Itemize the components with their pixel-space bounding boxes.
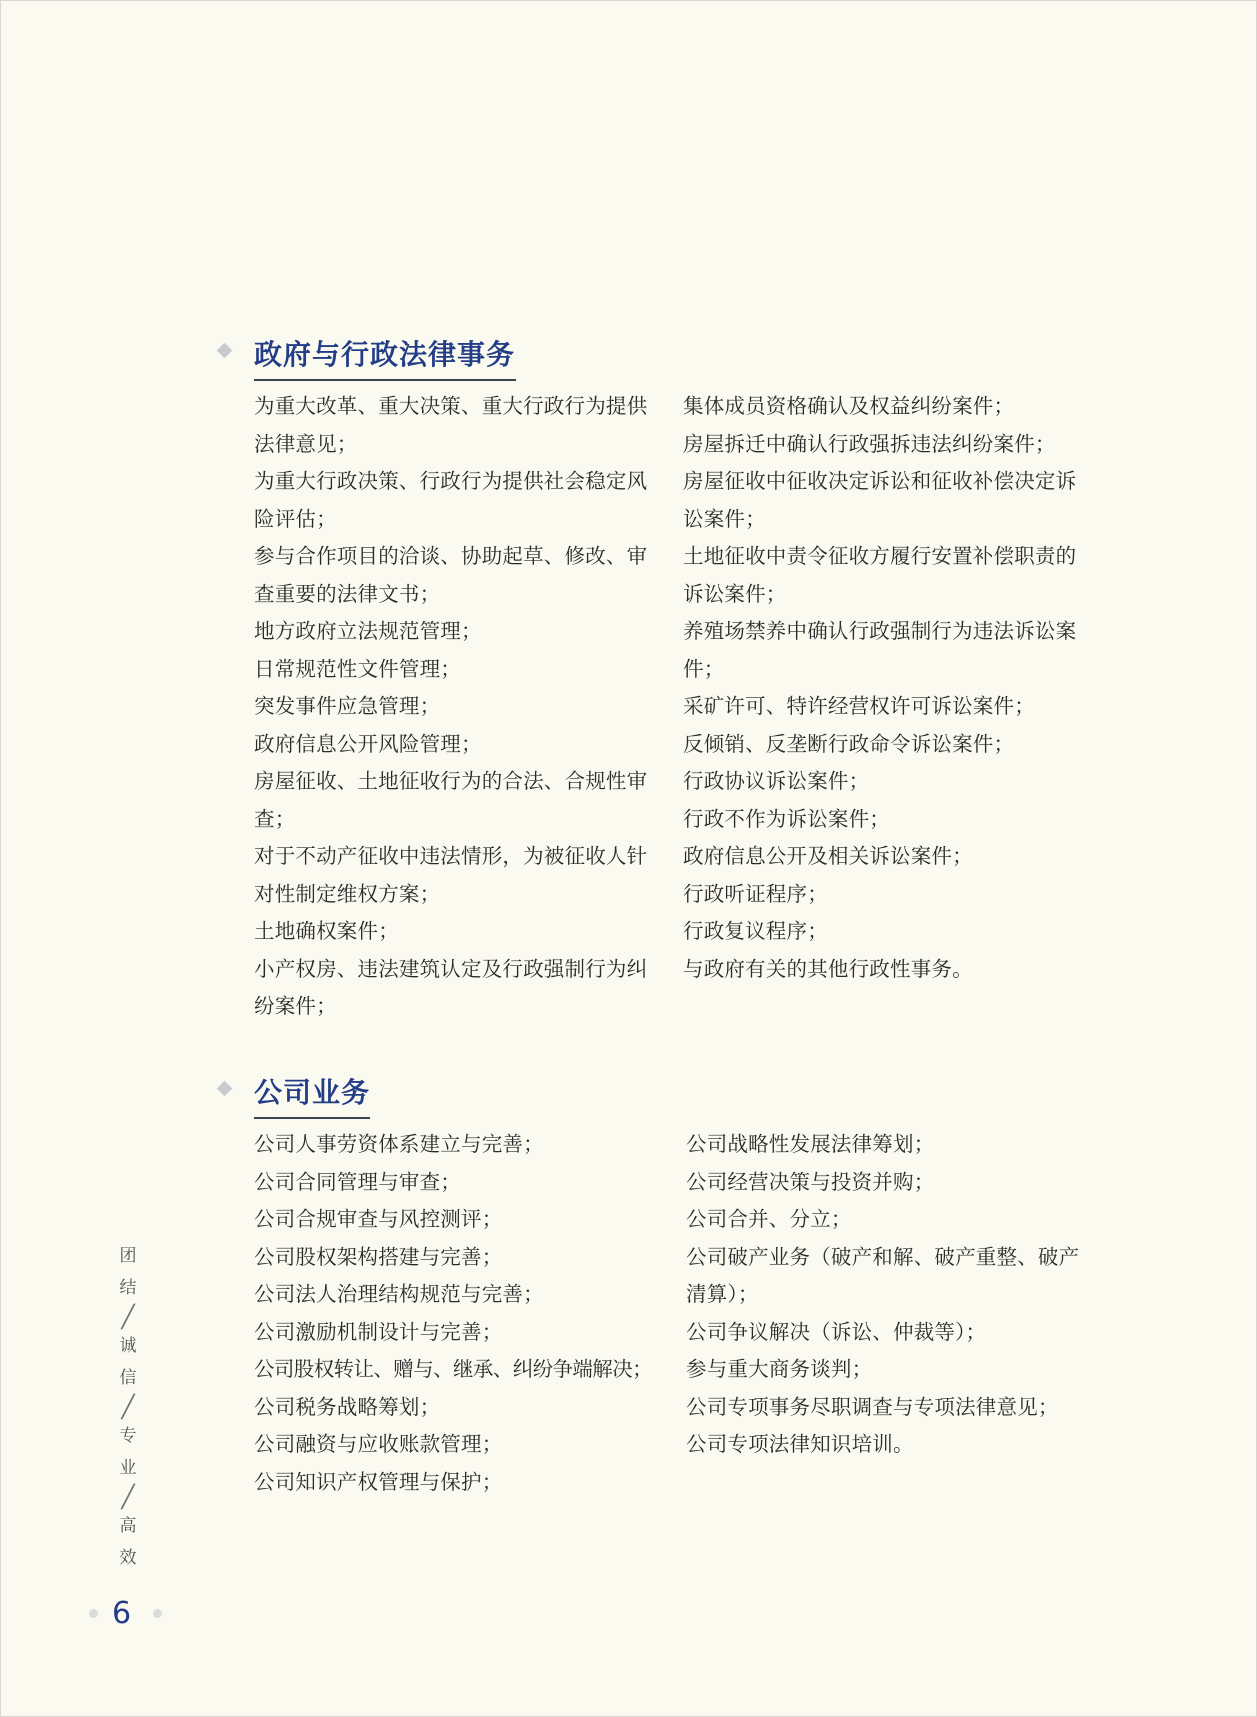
list-item: 采矿许可、特许经营权许可诉讼案件；: [683, 694, 1035, 718]
title-underline: [254, 1117, 370, 1119]
decorative-dot-icon: [153, 1609, 162, 1618]
list-item: 公司知识产权管理与保护；: [254, 1469, 503, 1494]
list-item: 公司人事劳资体系建立与完善；: [254, 1132, 544, 1156]
list-item: 公司激励机制设计与完善；: [254, 1319, 503, 1344]
list-item: 行政听证程序；: [683, 881, 828, 906]
decorative-dot-icon: [89, 1609, 98, 1618]
list-item: 公司法人治理结构规范与完善；: [254, 1282, 544, 1306]
title-underline: [254, 379, 516, 381]
diamond-bullet-icon: [217, 343, 233, 359]
slash-divider-icon: ╱: [121, 1304, 135, 1329]
list-item: 房屋征收中征收决定诉讼和征收补偿决定诉讼案件；: [683, 469, 1077, 531]
list-item: 行政不作为诉讼案件；: [683, 806, 890, 831]
list-item: 小产权房、违法建筑认定及行政强制行为纠纷案件；: [254, 956, 648, 1018]
list-item: 公司合同管理与审查；: [254, 1169, 461, 1194]
motto-char: 效: [119, 1548, 137, 1567]
list-item: 养殖场禁养中确认行政强制行为违法诉讼案件；: [683, 619, 1077, 681]
list-item: 参与合作项目的洽谈、协助起草、修改、审查重要的法律文书；: [254, 544, 648, 606]
list-item: 为重大改革、重大决策、重大行政行为提供法律意见；: [254, 394, 648, 456]
list-item: 房屋拆迁中确认行政强拆违法纠纷案件；: [683, 431, 1056, 456]
side-motto: [117, 1240, 139, 1574]
list-item: 为重大行政决策、行政行为提供社会稳定风险评估；: [254, 469, 648, 531]
list-item: 行政协议诉讼案件；: [683, 769, 870, 793]
list-item: 突发事件应急管理；: [254, 694, 441, 718]
list-item: 行政复议程序；: [683, 919, 828, 943]
motto-char: 高: [119, 1516, 137, 1535]
list-item: 对于不动产征收中违法情形，为被征收人针对性制定维权方案；: [254, 844, 648, 906]
right-item-list: [683, 388, 1078, 988]
list-item: 公司争议解决（诉讼、仲裁等）；: [686, 1319, 987, 1344]
left-item-list: [254, 1126, 674, 1501]
left-item-list: [254, 388, 649, 1026]
list-item: 公司专项事务尽职调查与专项法律意见；: [686, 1394, 1059, 1419]
list-item: 公司合并、分立；: [686, 1207, 852, 1231]
motto-char: 诚: [119, 1336, 137, 1355]
list-item: 公司税务战略筹划；: [254, 1394, 441, 1419]
section-title: 政府与行政法律事务: [254, 338, 516, 371]
list-item: 地方政府立法规范管理；: [254, 619, 482, 643]
motto-char: 业: [119, 1458, 137, 1477]
section-title: 公司业务: [254, 1076, 371, 1109]
diamond-bullet-icon: [217, 1081, 233, 1097]
list-item: 政府信息公开及相关诉讼案件；: [683, 844, 973, 868]
list-item: 公司股权架构搭建与完善；: [254, 1244, 503, 1269]
list-item: 公司融资与应收账款管理；: [254, 1432, 503, 1456]
list-item: 参与重大商务谈判；: [686, 1357, 873, 1381]
motto-char: 结: [119, 1278, 137, 1297]
list-item: 政府信息公开风险管理；: [254, 731, 482, 756]
list-item: 公司经营决策与投资并购；: [686, 1169, 935, 1194]
list-item: 土地确权案件；: [254, 919, 399, 943]
section-government-affairs: [210, 335, 1090, 1035]
list-item: 集体成员资格确认及权益纠纷案件；: [683, 394, 1015, 418]
slash-divider-icon: ╱: [121, 1394, 135, 1419]
list-item: 公司股权转让、赠与、继承、纠纷争端解决；: [254, 1357, 652, 1381]
list-item: 公司合规审查与风控测评；: [254, 1207, 503, 1231]
page-number: 6: [112, 1596, 132, 1631]
list-item: 与政府有关的其他行政性事务。: [683, 956, 973, 981]
motto-char: 团: [119, 1246, 137, 1265]
right-item-list: [686, 1126, 1081, 1464]
slash-divider-icon: ╱: [121, 1484, 135, 1509]
section-corporate-business: [210, 1073, 1090, 1513]
list-item: 反倾销、反垄断行政命令诉讼案件；: [683, 731, 1015, 756]
list-item: 土地征收中责令征收方履行安置补偿职责的诉讼案件；: [683, 544, 1077, 606]
list-item: 房屋征收、土地征收行为的合法、合规性审查；: [254, 769, 648, 831]
list-item: 公司战略性发展法律筹划；: [686, 1132, 935, 1156]
motto-char: 专: [119, 1426, 137, 1445]
list-item: 公司破产业务（破产和解、破产重整、破产清算）；: [686, 1244, 1080, 1306]
list-item: 日常规范性文件管理；: [254, 656, 461, 681]
motto-char: 信: [119, 1368, 137, 1387]
list-item: 公司专项法律知识培训。: [686, 1432, 914, 1456]
